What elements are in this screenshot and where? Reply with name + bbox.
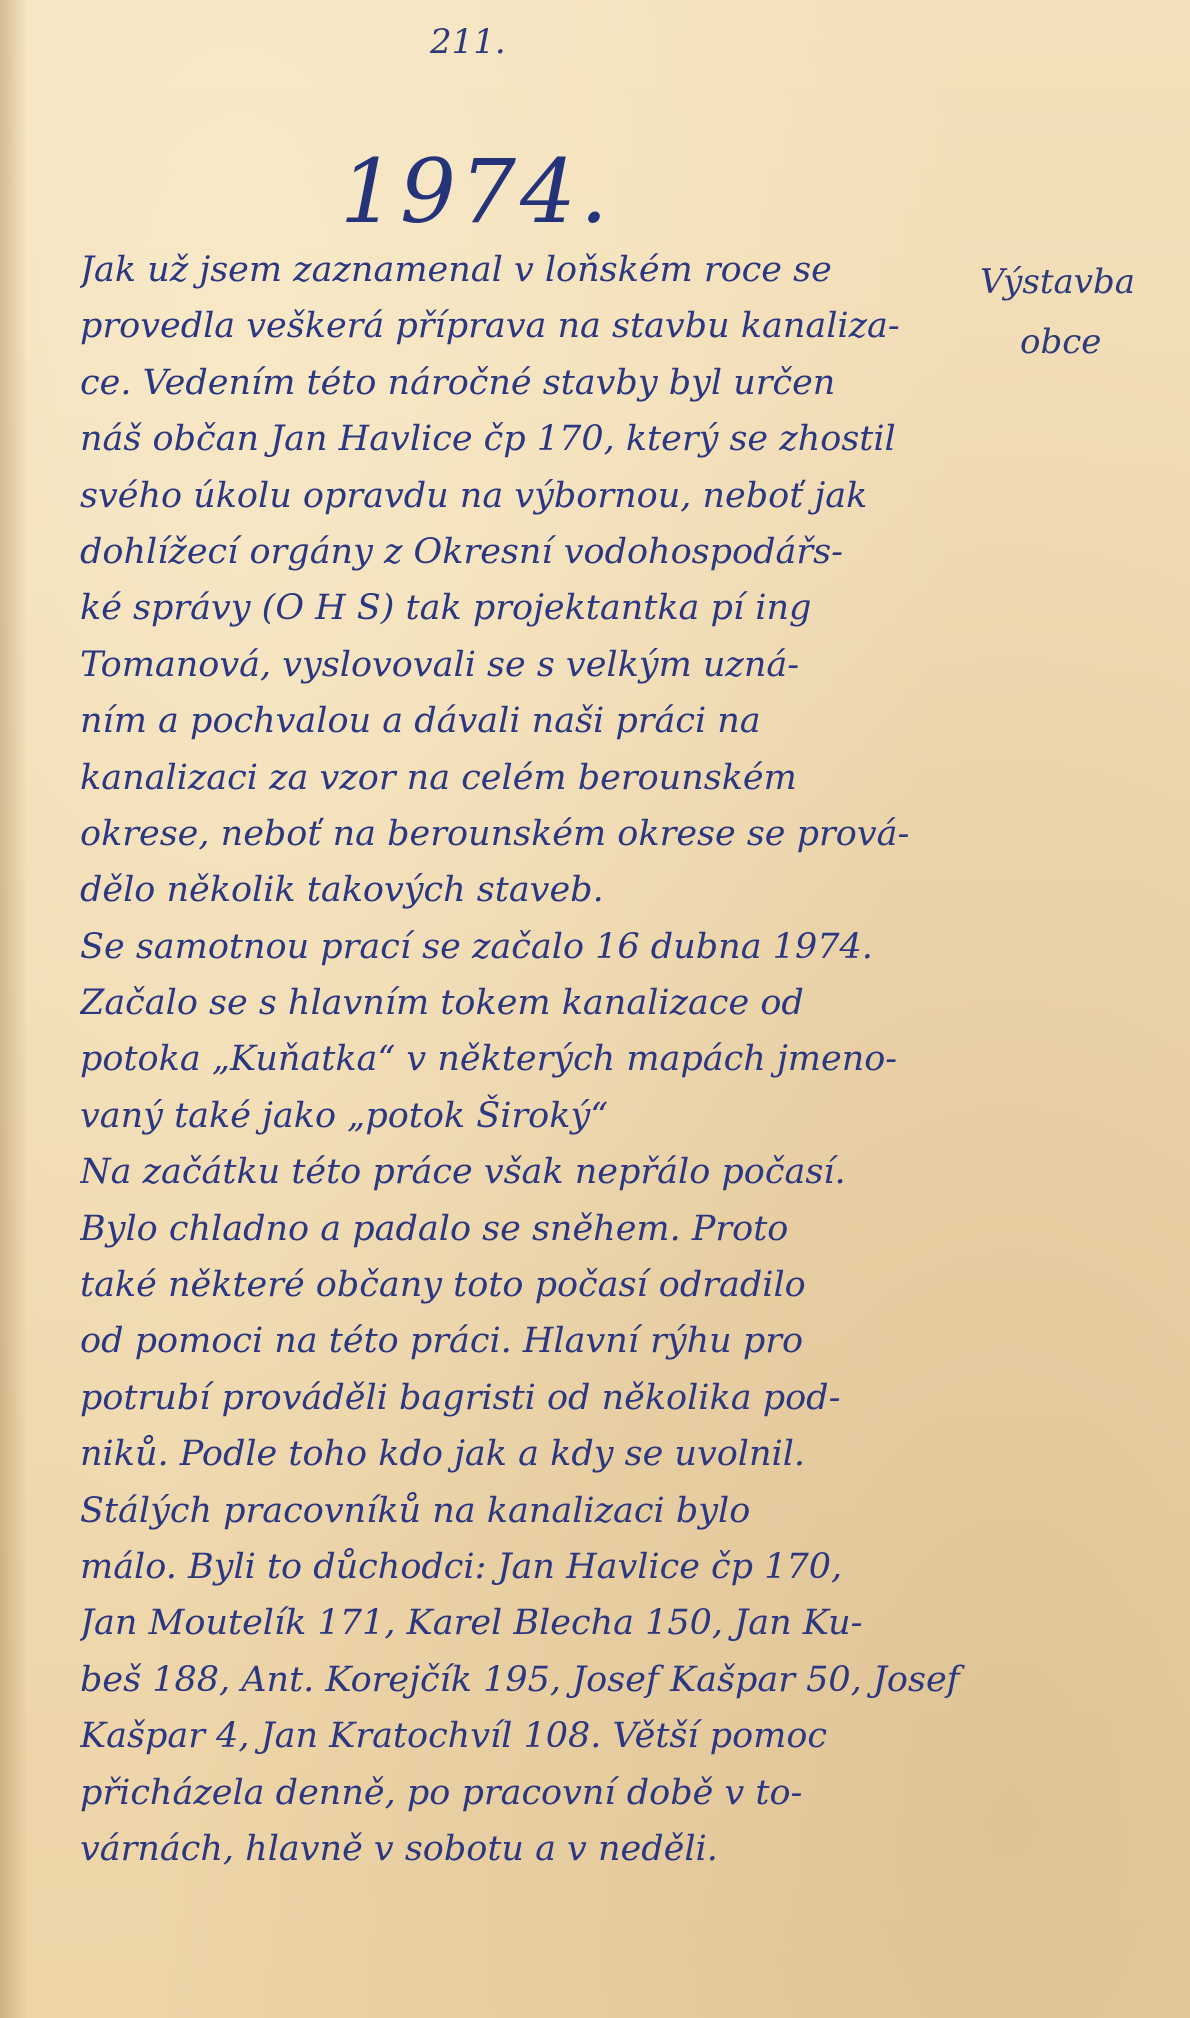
text-line: kanalizaci za vzor na celém berounském (80, 757, 797, 798)
text-line: Jan Moutelík 171, Karel Blecha 150, Jan Ku- (80, 1603, 863, 1644)
text-line: svého úkolu opravdu na výbornou, neboť jak (80, 475, 868, 516)
text-line: Bylo chladno a padalo se sněhem. Proto (80, 1208, 789, 1249)
text-line: málo. Byli to důchodci: Jan Havlice čp 170, (80, 1546, 843, 1587)
year-heading: 1974. (340, 140, 612, 243)
text-line: Stálých pracovníků na kanalizaci bylo (80, 1490, 751, 1531)
text-line: také některé občany toto počasí odradilo (80, 1265, 806, 1306)
text-line: Se samotnou prací se začalo 16 dubna 1974. (80, 926, 873, 967)
text-line: náš občan Jan Havlice čp 170, který se zhostil (80, 419, 896, 460)
text-line: potoka „Kuňatka“ v některých mapách jmeno- (80, 1039, 898, 1080)
text-line: potrubí prováděli bagristi od několika pod- (80, 1377, 841, 1418)
margin-note (980, 252, 1136, 372)
text-line: provedla veškerá příprava na stavbu kanaliza- (80, 306, 900, 347)
text-line: Tomanová, vyslovovali se s velkým uzná- (80, 644, 800, 685)
text-line: vaný také jako „potok Široký“ (80, 1095, 609, 1136)
page-number: 211. (430, 22, 506, 62)
text-line: Kašpar 4, Jan Kratochvíl 108. Větší pomoc (80, 1716, 828, 1757)
text-line: okrese, neboť na berounském okrese se prová- (80, 813, 910, 854)
text-line: dohlížecí orgány z Okresní vodohospodářs- (80, 531, 843, 572)
text-line: dělo několik takových staveb. (80, 870, 604, 911)
text-line: beš 188, Ant. Korejčík 195, Josef Kašpar 50, Josef (80, 1659, 960, 1700)
text-line: niků. Podle toho kdo jak a kdy se uvolnil. (80, 1434, 806, 1475)
text-line: várnách, hlavně v sobotu a v neděli. (80, 1828, 718, 1869)
handwritten-text-body (80, 242, 980, 1877)
text-line: Na začátku této práce však nepřálo počasí. (80, 1152, 846, 1193)
text-line: ké správy (O H S) tak projektantka pí ing (80, 588, 812, 629)
text-line: Začalo se s hlavním tokem kanalizace od (80, 983, 804, 1024)
text-line: od pomoci na této práci. Hlavní rýhu pro (80, 1321, 804, 1362)
text-line: ce. Vedením této náročné stavby byl určen (80, 362, 836, 403)
text-line: Jak už jsem zaznamenal v loňském roce se (80, 250, 832, 290)
margin-note-line: Výstavba (980, 262, 1136, 302)
text-line: přicházela denně, po pracovní době v to- (80, 1772, 803, 1813)
text-line: ním a pochvalou a dávali naši práci na (80, 701, 761, 742)
margin-note-line: obce (1020, 322, 1102, 362)
